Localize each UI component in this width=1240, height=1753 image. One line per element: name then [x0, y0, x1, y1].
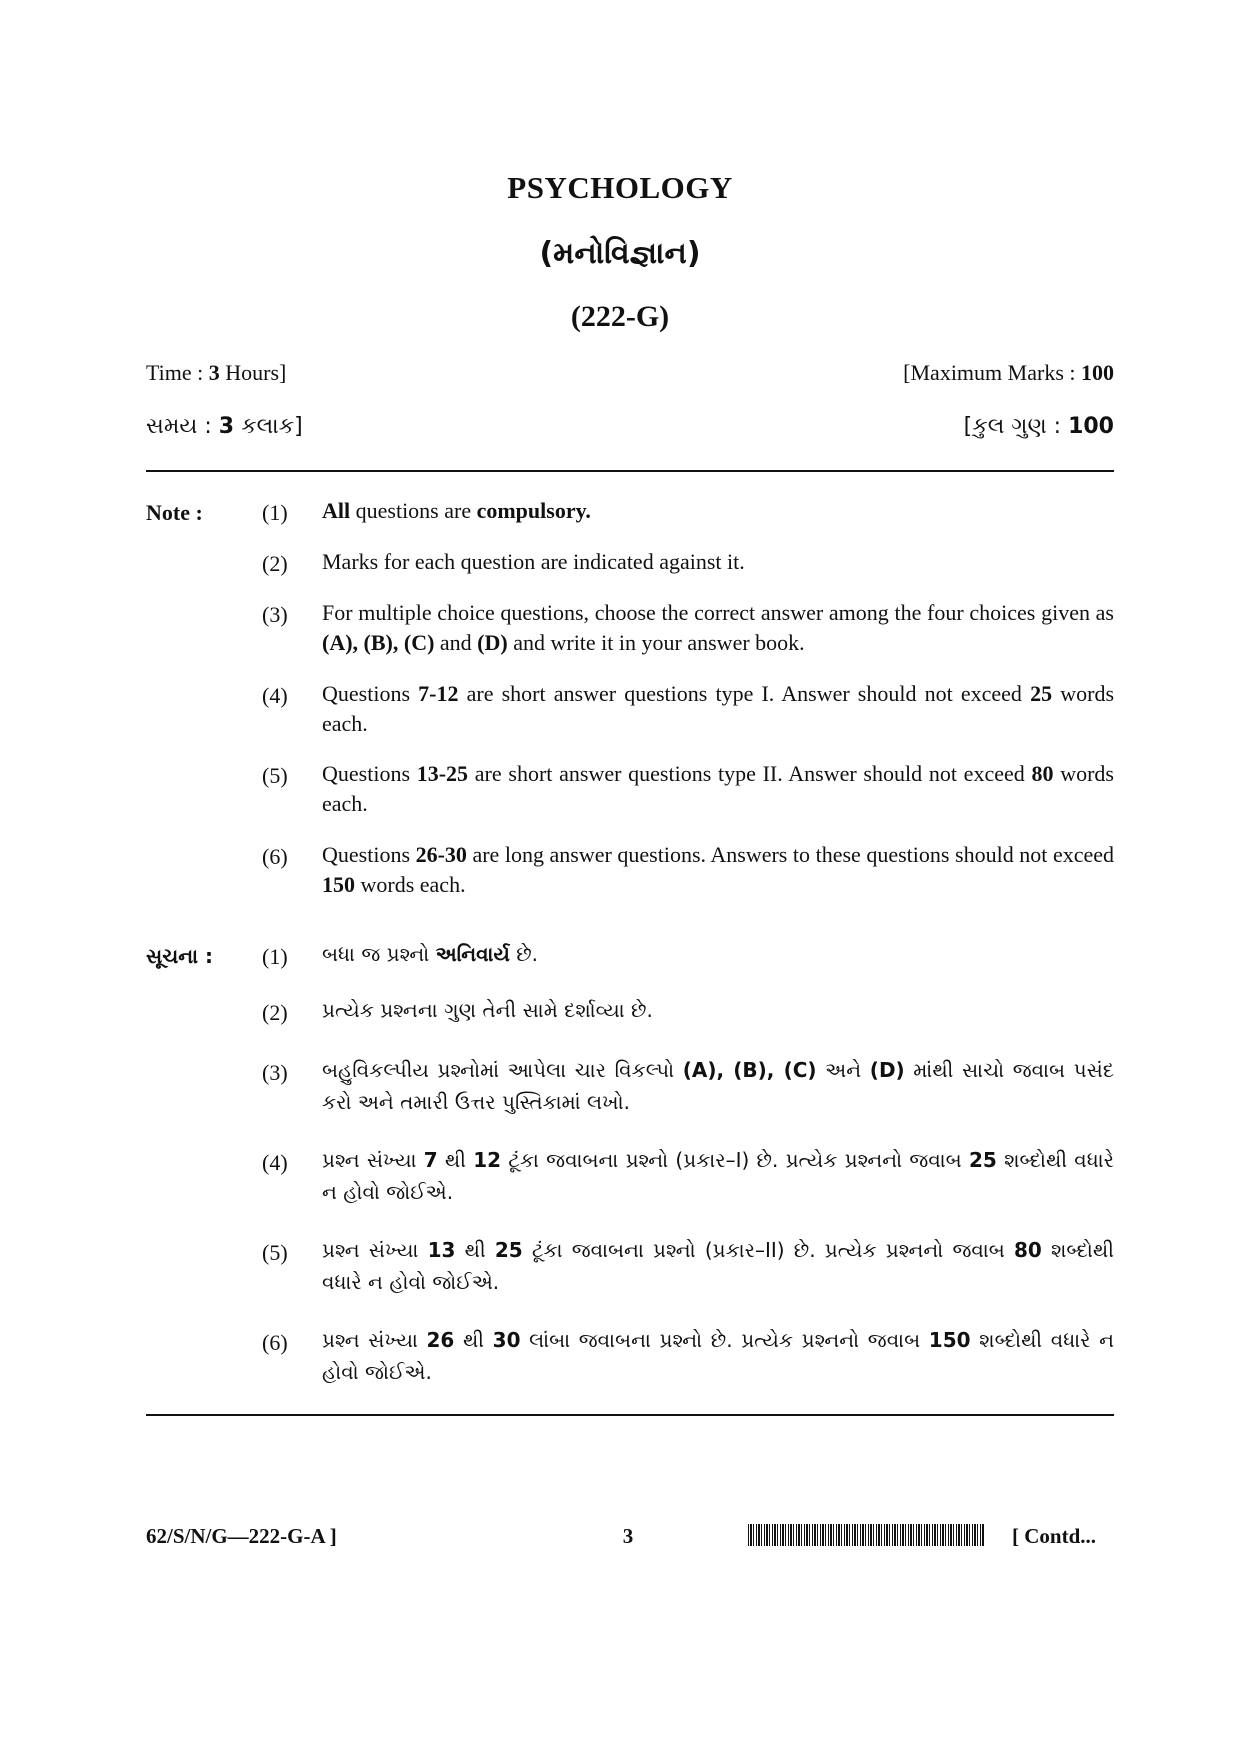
suchna-item: બધા જ પ્રશ્નો અનિવાર્ય છે. [322, 942, 539, 966]
suchna-item: પ્રશ્ન સંખ્યા 13 થી 25 ટૂંકા જવાબના પ્રશ્નો (પ્રકાર–II) છે. પ્રત્યેક પ્રશ્નનો જવાબ 80 શબ્દોથી વધારે ન હોવો જોઈએ. [322, 1238, 1114, 1294]
suchna-number: (5) [262, 1240, 288, 1265]
paper-code-footer: 62/S/N/G—222-G-A ] [146, 1524, 337, 1548]
suchna-item: પ્રશ્ન સંખ્યા 26 થી 30 લાંબા જવાબના પ્રશ્નો છે. પ્રત્યેક પ્રશ્નનો જવાબ 150 શબ્દોથી વધારે ન હોવો જોઈએ. [322, 1328, 1114, 1384]
note-number: (4) [262, 683, 288, 708]
note-label: Note : [146, 500, 203, 525]
note-item: Questions 7-12 are short answer questions type I. Answer should not exceed 25 words each. [322, 681, 1115, 736]
note-number: (6) [262, 844, 288, 869]
note-item: Questions 13-25 are short answer questions type II. Answer should not exceed 80 words each. [322, 761, 1114, 816]
page-number: 3 [622, 1524, 634, 1548]
suchna-item: પ્રશ્ન સંખ્યા 7 થી 12 ટૂંકા જવાબના પ્રશ્નો (પ્રકાર–I) છે. પ્રત્યેક પ્રશ્નનો જવાબ 25 શબ્દોથી વધારે ન હોવો જોઈએ. [322, 1148, 1115, 1204]
note-item: For multiple choice questions, choose the correct answer among the four choices given as (A), (B), (C) and (D) and write it in your answer book. [322, 600, 1114, 655]
note-item: All questions are compulsory. [322, 498, 591, 523]
max-marks-gujarati: [કુલ ગુણ : 100 [963, 414, 1114, 439]
barcode-image [748, 1524, 984, 1546]
continued-label: [ Contd... [1012, 1524, 1097, 1548]
top-divider [146, 470, 1114, 472]
note-number: (5) [262, 763, 288, 788]
note-number: (3) [262, 602, 288, 627]
suchna-label: સૂચના : [146, 944, 213, 968]
suchna-number: (6) [262, 1330, 288, 1355]
time-english: Time : 3 Hours] [146, 360, 287, 385]
note-number: (2) [262, 551, 288, 576]
suchna-number: (3) [262, 1060, 288, 1085]
time-gujarati: સમય : 3 કલાક] [146, 414, 303, 439]
max-marks-english: [Maximum Marks : 100 [903, 360, 1114, 385]
note-item: Marks for each question are indicated against it. [322, 549, 745, 574]
note-number: (1) [262, 500, 288, 525]
suchna-number: (1) [262, 944, 288, 969]
suchna-number: (2) [262, 1000, 288, 1025]
suchna-item: બહુવિકલ્પીય પ્રશ્નોમાં આપેલા ચાર વિકલ્પો (A), (B), (C) અને (D) માંથી સાચો જવાબ પસંદ કરો અને તમારી ઉત્તર પુસ્તિકામાં લખો. [322, 1058, 1114, 1114]
bottom-divider [146, 1414, 1114, 1416]
note-item: Questions 26-30 are long answer questions. Answers to these questions should not exceed 150 words each. [322, 842, 1114, 897]
suchna-item: પ્રત્યેક પ્રશ્નના ગુણ તેની સામે દર્શાવ્યા છે. [322, 998, 653, 1022]
paper-subtitle: (મનોવિજ્ઞાન) [539, 236, 701, 271]
paper-title: PSYCHOLOGY [507, 170, 733, 205]
suchna-number: (4) [262, 1150, 288, 1175]
paper-code: (222-G) [570, 300, 670, 333]
